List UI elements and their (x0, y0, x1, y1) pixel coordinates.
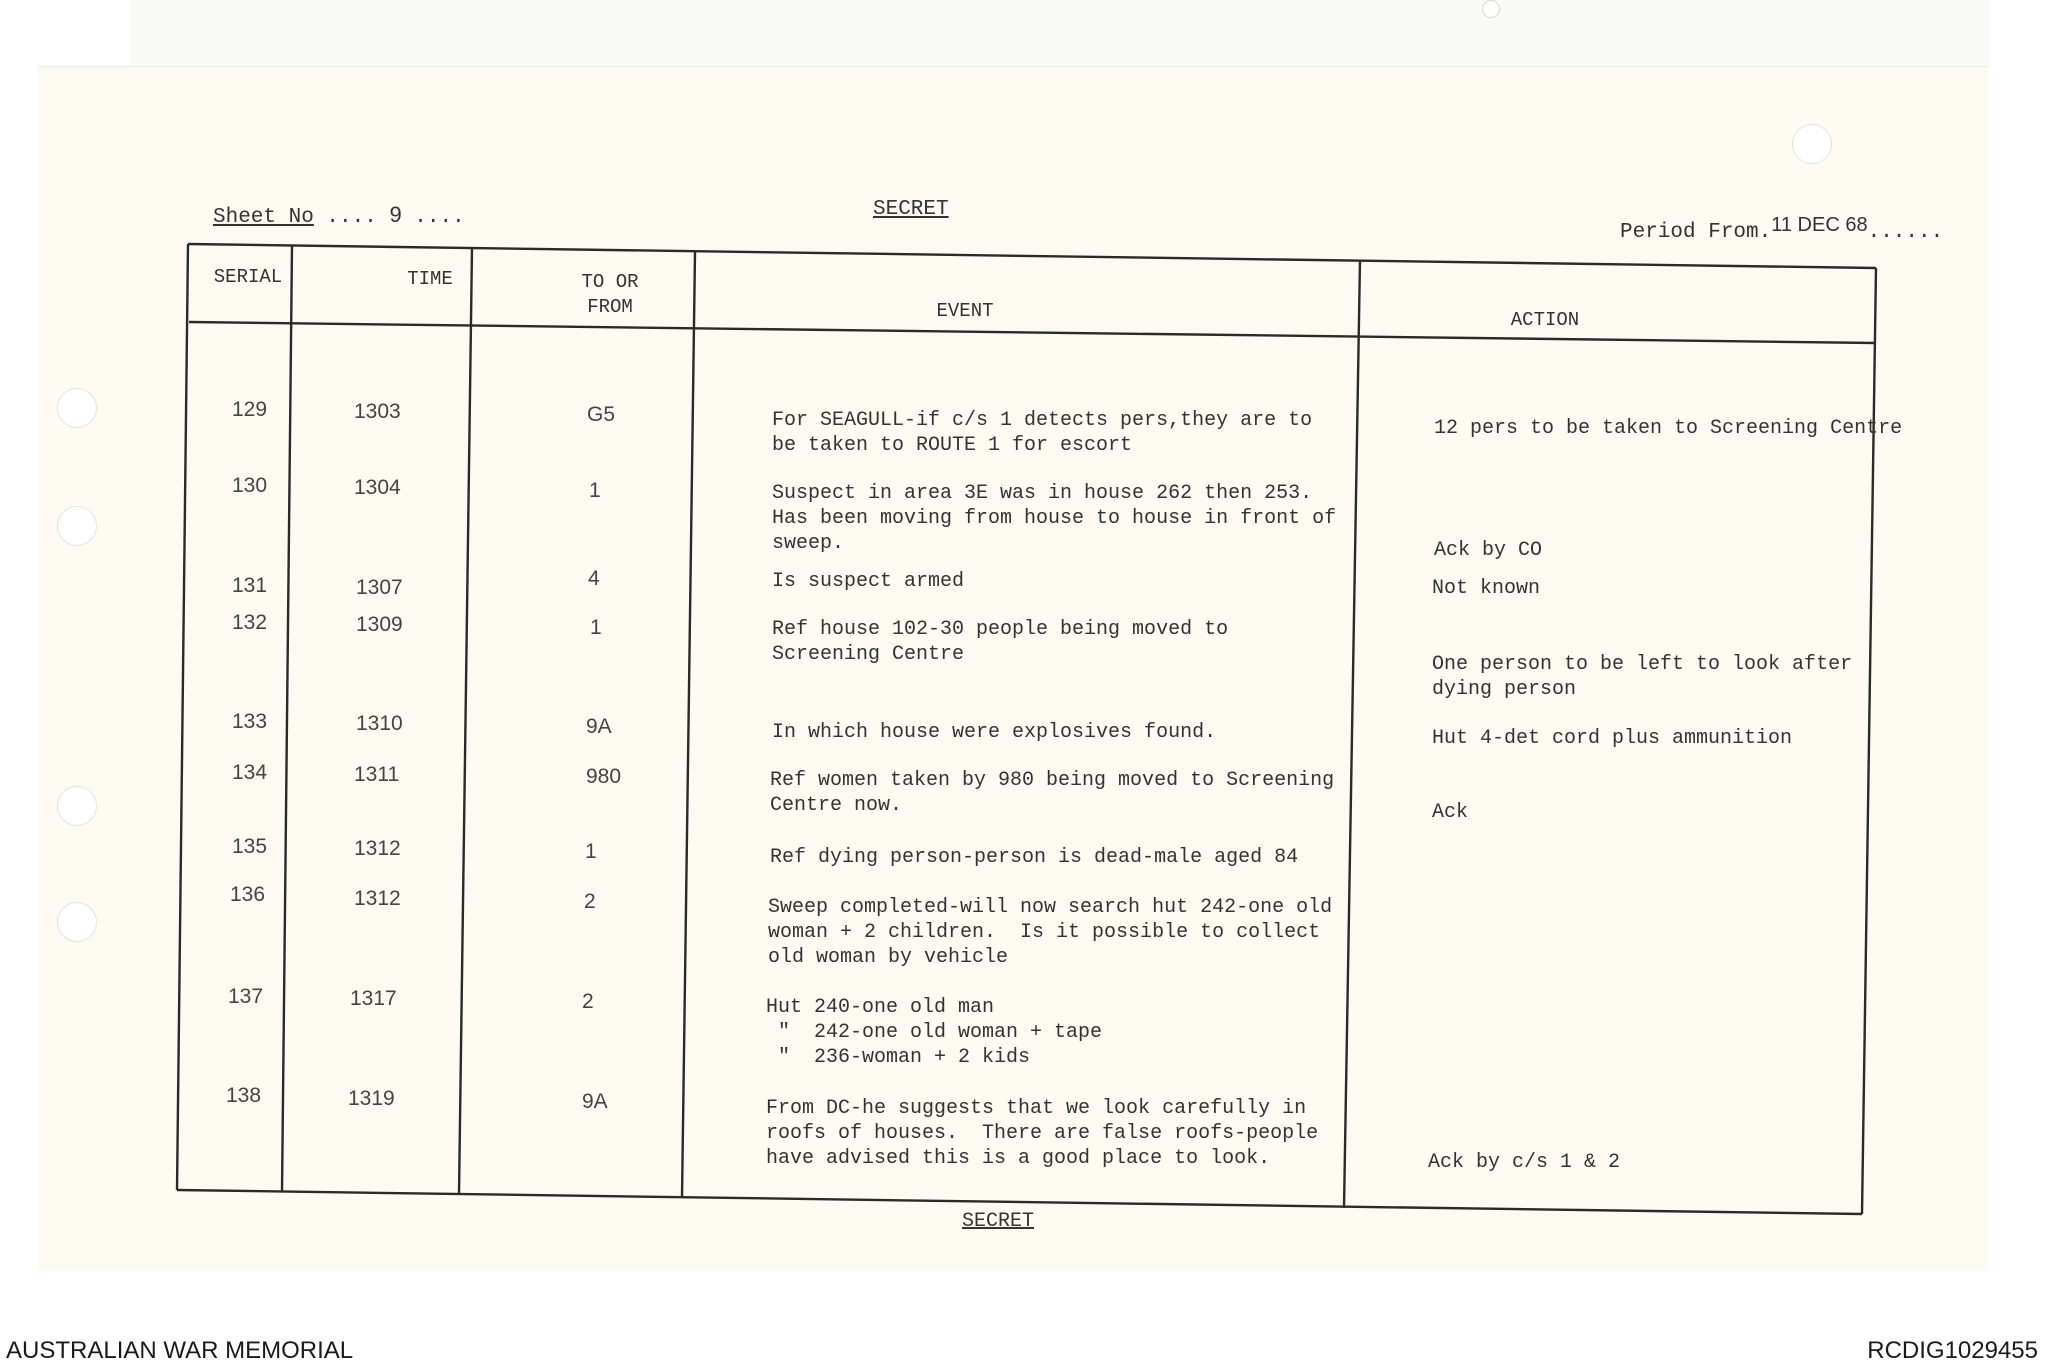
column-header-action: ACTION (1510, 309, 1580, 331)
time-cell: 1319 (348, 1087, 395, 1110)
serial-cell: 135 (232, 835, 268, 858)
serial-cell: 136 (230, 883, 266, 906)
column-header-to-or-from: TO OR FROM (581, 271, 639, 318)
serial-cell: 137 (228, 985, 264, 1008)
sheet-label: Sheet No (213, 206, 314, 229)
event-cell: Ref dying person-person is dead-male aged 84 (770, 846, 1299, 869)
period-from: Period From.11 DEC 68...... (1620, 214, 1944, 244)
to-from-cell: 9A (582, 1090, 608, 1113)
action-cell: Not known (1432, 577, 1541, 600)
event-cell: Sweep completed-will now search hut 242-one old woman + 2 children. Is it possible to collect old woman by vehicle (768, 896, 1333, 969)
time-cell: 1310 (356, 712, 403, 735)
serial-cell: 131 (232, 574, 268, 597)
archive-reference: RCDIG1029455 (1867, 1337, 2038, 1364)
event-cell: Hut 240-one old man " 242-one old woman + tape " 236-woman + 2 kids (766, 996, 1103, 1069)
event-cell: Ref women taken by 980 being moved to Screening Centre now. (770, 769, 1335, 817)
time-cell: 1311 (354, 763, 400, 786)
event-cell: Ref house 102-30 people being moved to Screening Centre (772, 618, 1229, 666)
time-cell: 1317 (350, 987, 397, 1010)
to-from-cell: 9A (586, 715, 612, 738)
to-from-cell: 2 (584, 890, 596, 913)
time-cell: 1312 (354, 887, 401, 910)
time-cell: 1309 (356, 613, 403, 636)
event-cell: From DC-he suggests that we look carefully in roofs of houses. There are false roofs-people have advised this is a good place to look. (766, 1097, 1319, 1170)
action-cell: 12 pers to be taken to Screening Centre (1434, 417, 1903, 440)
action-cell: One person to be left to look after dying person (1432, 653, 1853, 701)
event-cell: Suspect in area 3E was in house 262 then 253. Has been moving from house to house in front of sweep. (772, 482, 1337, 555)
period-value: 11 DEC 68 (1771, 214, 1868, 236)
time-cell: 1303 (354, 400, 401, 423)
action-cell: Ack by c/s 1 & 2 (1428, 1151, 1621, 1174)
to-from-cell: 1 (589, 479, 601, 502)
action-cell: Ack (1432, 801, 1469, 824)
time-cell: 1304 (354, 476, 401, 499)
to-from-cell: 1 (590, 616, 602, 639)
to-from-cell: 2 (582, 990, 594, 1013)
serial-cell: 133 (232, 710, 268, 733)
serial-cell: 130 (232, 474, 268, 497)
period-label: Period From (1620, 221, 1759, 244)
institution-credit: AUSTRALIAN WAR MEMORIAL (6, 1337, 354, 1364)
serial-cell: 129 (232, 398, 268, 421)
column-header-serial: SERIAL (213, 266, 283, 288)
column-header-event: EVENT (936, 300, 994, 322)
column-header-time: TIME (407, 268, 453, 290)
to-from-cell: 1 (585, 840, 597, 863)
classification-bottom: SECRET (962, 1210, 1035, 1233)
serial-cell: 134 (232, 761, 268, 784)
action-cell: Ack by CO (1434, 539, 1543, 562)
action-cell: Hut 4-det cord plus ammunition (1432, 727, 1793, 750)
time-cell: 1307 (356, 576, 403, 599)
sheet-number: Sheet No .... 9 .... (213, 202, 465, 229)
to-from-cell: G5 (587, 403, 616, 426)
classification-top: SECRET (873, 198, 949, 221)
serial-cell: 132 (232, 611, 268, 634)
serial-cell: 138 (226, 1084, 262, 1107)
event-cell: For SEAGULL-if c/s 1 detects pers,they are to be taken to ROUTE 1 for escort (772, 409, 1313, 457)
to-from-cell: 980 (586, 765, 622, 788)
sheet-number-value: 9 (389, 202, 402, 227)
to-from-cell: 4 (588, 567, 600, 590)
event-cell: Is suspect armed (772, 570, 965, 593)
event-cell: In which house were explosives found. (772, 721, 1217, 744)
time-cell: 1312 (354, 837, 401, 860)
